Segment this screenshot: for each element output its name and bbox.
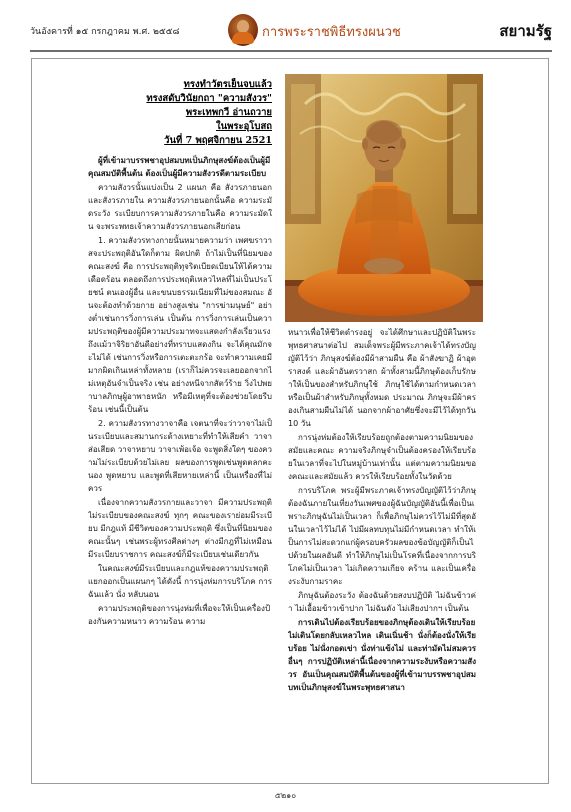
paragraph: ภิกษุฉันต้องระวัง ต้องฉันด้วยสงบปฏิบัติ ไม่ฉันข้าวค่ำ ไม่เอื้อมข้าวเข้าปาก ไม่ฉันดัง ไม่เสียงปากฯ เป็นต้น — [288, 591, 476, 613]
paragraph: ผู้ที่เข้ามาบรรพชาอุปสมบทเป็นภิกษุสงฆ์ต้องเป็นผู้มีคุณสมบัติพื้นต้น ต้องเป็นผู้มีความสังวรดีตามระเบียบ — [88, 156, 271, 178]
title-line: พระเทพกวี อ่านถวาย — [185, 107, 272, 118]
article-title — [88, 78, 272, 148]
newspaper-brand: สยามรัฐ — [499, 22, 552, 40]
paragraph: 1. ความสังวรทางกายนั้นหมายความว่า เพศฆราวาสจะประพฤติอันใดก็ตาม ผิดปกติ ถ้าไม่เป็นที่นิยมของคณะสงฆ์ คือ การประพฤติทุจริตเบียดเบียนให้ได้ความเดือดร้อน ตลอดถึงการประพฤติเหลวไหลที่ไม่เป็นประโยชน์ ตนเองผู้อื่น และขนบธรรมเนียมที่ไม่ของสมณะ อันจะต้องทำด้วยกาย อย่างสูงเช่น "การฆ่ามนุษย์" อย่างต่ำเช่นการวิ่งการเล่น เป็นต้น การวิ่งการเล่นเป็นความประพฤติของผู้มีความประมาทจะแสดงกำลังเรี่ยวแรง ถึงแม้วาจิริยาอันดีอย่างที่ทราบแสดงกิน จะได้คุณมักจะไม่ได้ เช่นการวิ่งหรือการเตะตะกร้อ จะทำความเคยมีมากผิดเกินเหล่าทั้งหลาย (เราก็ไม่ควรจะเลยออกจากไม่เหตุอันจำเป็นจริง เช่น อย่างหนีจากสัตว์ร้าย วิ่งไปพยาบาลภิกษุผู้อาพาธหนัก หรือมีเหตุที่จะต้องช่วยโดยรีบร้อน เช่นนี้เป็นต้น — [88, 236, 272, 414]
header-rule — [30, 50, 552, 52]
title-line: วันที่ 7 พฤศจิกายน 2521 — [164, 135, 272, 146]
paragraph: ความประพฤติของการนุ่งห่มที่เพื่อจะให้เป็นเครื่องป้องกันความหนาว ความร้อน ความ — [88, 604, 271, 626]
title-line: ทรงสดับวินัยกถา "ความสังวร" — [146, 93, 272, 104]
article-left-column — [88, 78, 272, 758]
page-header — [30, 14, 552, 50]
monk-emblem-icon — [228, 14, 258, 46]
paragraph: การบริโภค พระผู้มีพระภาคเจ้าทรงบัญญัติไว้ว่าภิกษุต้องฉันภายในเที่ยงวันเพศของผู้ฉันบัญญัติอันนี้เพื่อเป็นเพราะภิกษุฉันไม่เป็นเวลา ก็เพื่อภิกษุไม่ควรไว้ไม่มีที่สุดอันในเวลาไว้ไม่ได้ ไปมีผลทบทุนไม่มีกำหนดเวลา ทำให้เป็นการไม่สะดวกแก่ผู้ครอบครัวผลของข้อบัญญัติก็เป็นไปด้วยในผลอันดี ทำให้ภิกษุไม่เป็นโรคที่เนื่องจากการบริโภคไม่เป็นเวลา ไม่เกิดความเกียจ คร้าน และเป็นเครื่องระงับกามราคะ — [288, 486, 476, 586]
section-title: การพระราชพิธีทรงผนวช — [262, 25, 401, 40]
issue-date: วันอังคารที่ ๑๕ กรกฎาคม พ.ศ. ๒๕๕๘ — [30, 27, 180, 37]
article-right-column — [288, 326, 476, 758]
monk-photo — [285, 74, 483, 322]
paragraph: ในคณะสงฆ์มีระเบียบและกฎแท้ของความประพฤติแยกออกเป็นแผนกๆ ได้ดังนี้ การนุ่งห่มการบริโภค การฉันแล้ว นั่ง หลับนอน — [88, 564, 272, 599]
paragraph: 2. ความสังวรทางวาจาคือ เจตนาที่จะว่าวาจาไม่เป็นระเบียบและสมานกระด้างเหยาะที่ทำให้เสียคำ วาจาส่อเสียด วาจาหยาบ วาจาเพ้อเจ้อ จะพูดสิ่งใดๆ ของความไม่ระเบียบด้วยไม่เลย ผลของการพูดเช่นพูดตลกคะนอง พูดหยาบ และพูดที่เสียหายเหล่านี้ เป็นเหรื่องที่ไม่ควร — [88, 419, 272, 493]
page-number: ๕๒๑๐ — [274, 791, 297, 800]
paragraph: เนื่องจากความสังวรกายและวาจา มีความประพฤติไม่ระเบียบของคณะสงฆ์ ทุกๆ คณะของเราย่อมมีระเบียบ มีกฎแท้ มีชีวิตของความประพฤติ ซึ่งเป็นที่นิยมของคณะนั้นๆ เช่นพระผู้ทรงศีลต่างๆ ต่างมีกฎที่ไม่เหมือน มีระเบียบราชการ คณะสงฆ์ก็มีระเบียบเช่นเดียวกัน — [88, 498, 272, 559]
paragraph: ความสังวรนั้นแบ่งเป็น 2 แผนก คือ สังวรภายนอก และสังวรภายใน ความสังวรภายนอกนั้นคือ ความระมัดระวัง ระเบียบการความสังวรภายในคือ ความระมัดใน จะพระพทธเจ้าความสังวรภายนอกเสียก่อน — [88, 183, 272, 231]
title-line: ในพระอุโบสถ — [216, 121, 272, 132]
paragraph: การเดินไปต้องเรียบร้อยของภิกษุต้องเดินให้เรียบร้อยไม่เดินโดยกลับเหลวไหล เดินเนิ่นช้า นั่งก็ต้องนั่งให้เรียบร้อย ไม่นั่งกอดเข่า นั่งท่าแข้งไม่ และท่ามัดไม่สมควรอื่นๆ การปฏิบัติเหล่านี้เนื่องจากความระงับหรือความสังวร อันเป็นคุณสมบัติพื้นต้นของผู้ที่เข้ามาบรรพชาอุปสมบทเป็นภิกษุสงฆ์ในพระพุทธศาสนา — [288, 618, 476, 692]
title-line: ทรงทำวัตรเย็นจบแล้ว — [183, 79, 272, 90]
paragraph: การนุ่งห่มต้องให้เรียบร้อยถูกต้องตามความนิยมของสมัยและคณะ ความจริงภิกษุจำเป็นต้องครองให้เรียบร้อยในเวลาที่จะไปในหมู่บ้านเท่านั้น แต่ตามความนิยมของคณะและสมัยแล้ว ควรให้เรียบร้อยทั้งในวัดด้วย — [288, 433, 476, 481]
paragraph: หนาวเพื่อให้ชีวิตดำรงอยู่ จะได้ศึกษาและปฏิบัติในพระพุทธศาสนาต่อไป สมเด็จพระผู้มีพระภาคเจ้าได้ทรงบัญญัติไว้ว่า ภิกษุสงฆ์ต้องมีผ้าสามผืน คือ ผ้าสังฆาฏิ ผ้าอุตราสงค์ และผ้าอันตรวาสก ผ้าทั้งสามนี้ภิกษุต้องเก็บรักษาให้เป็นของสำหรับภิกษุใช้ ภิกษุใช้ได้ตามกำหนดเวลา หรือเป็นผ้าสำหรับภิกษุทั้งหมด ประมาณ ภิกษุจะมีผ้าครองเกินสามผืนไม่ได้ นอกจากผ้าอาศัยซึ่งจะมีไว้ได้ทุกวัน 10 วัน — [288, 328, 476, 428]
